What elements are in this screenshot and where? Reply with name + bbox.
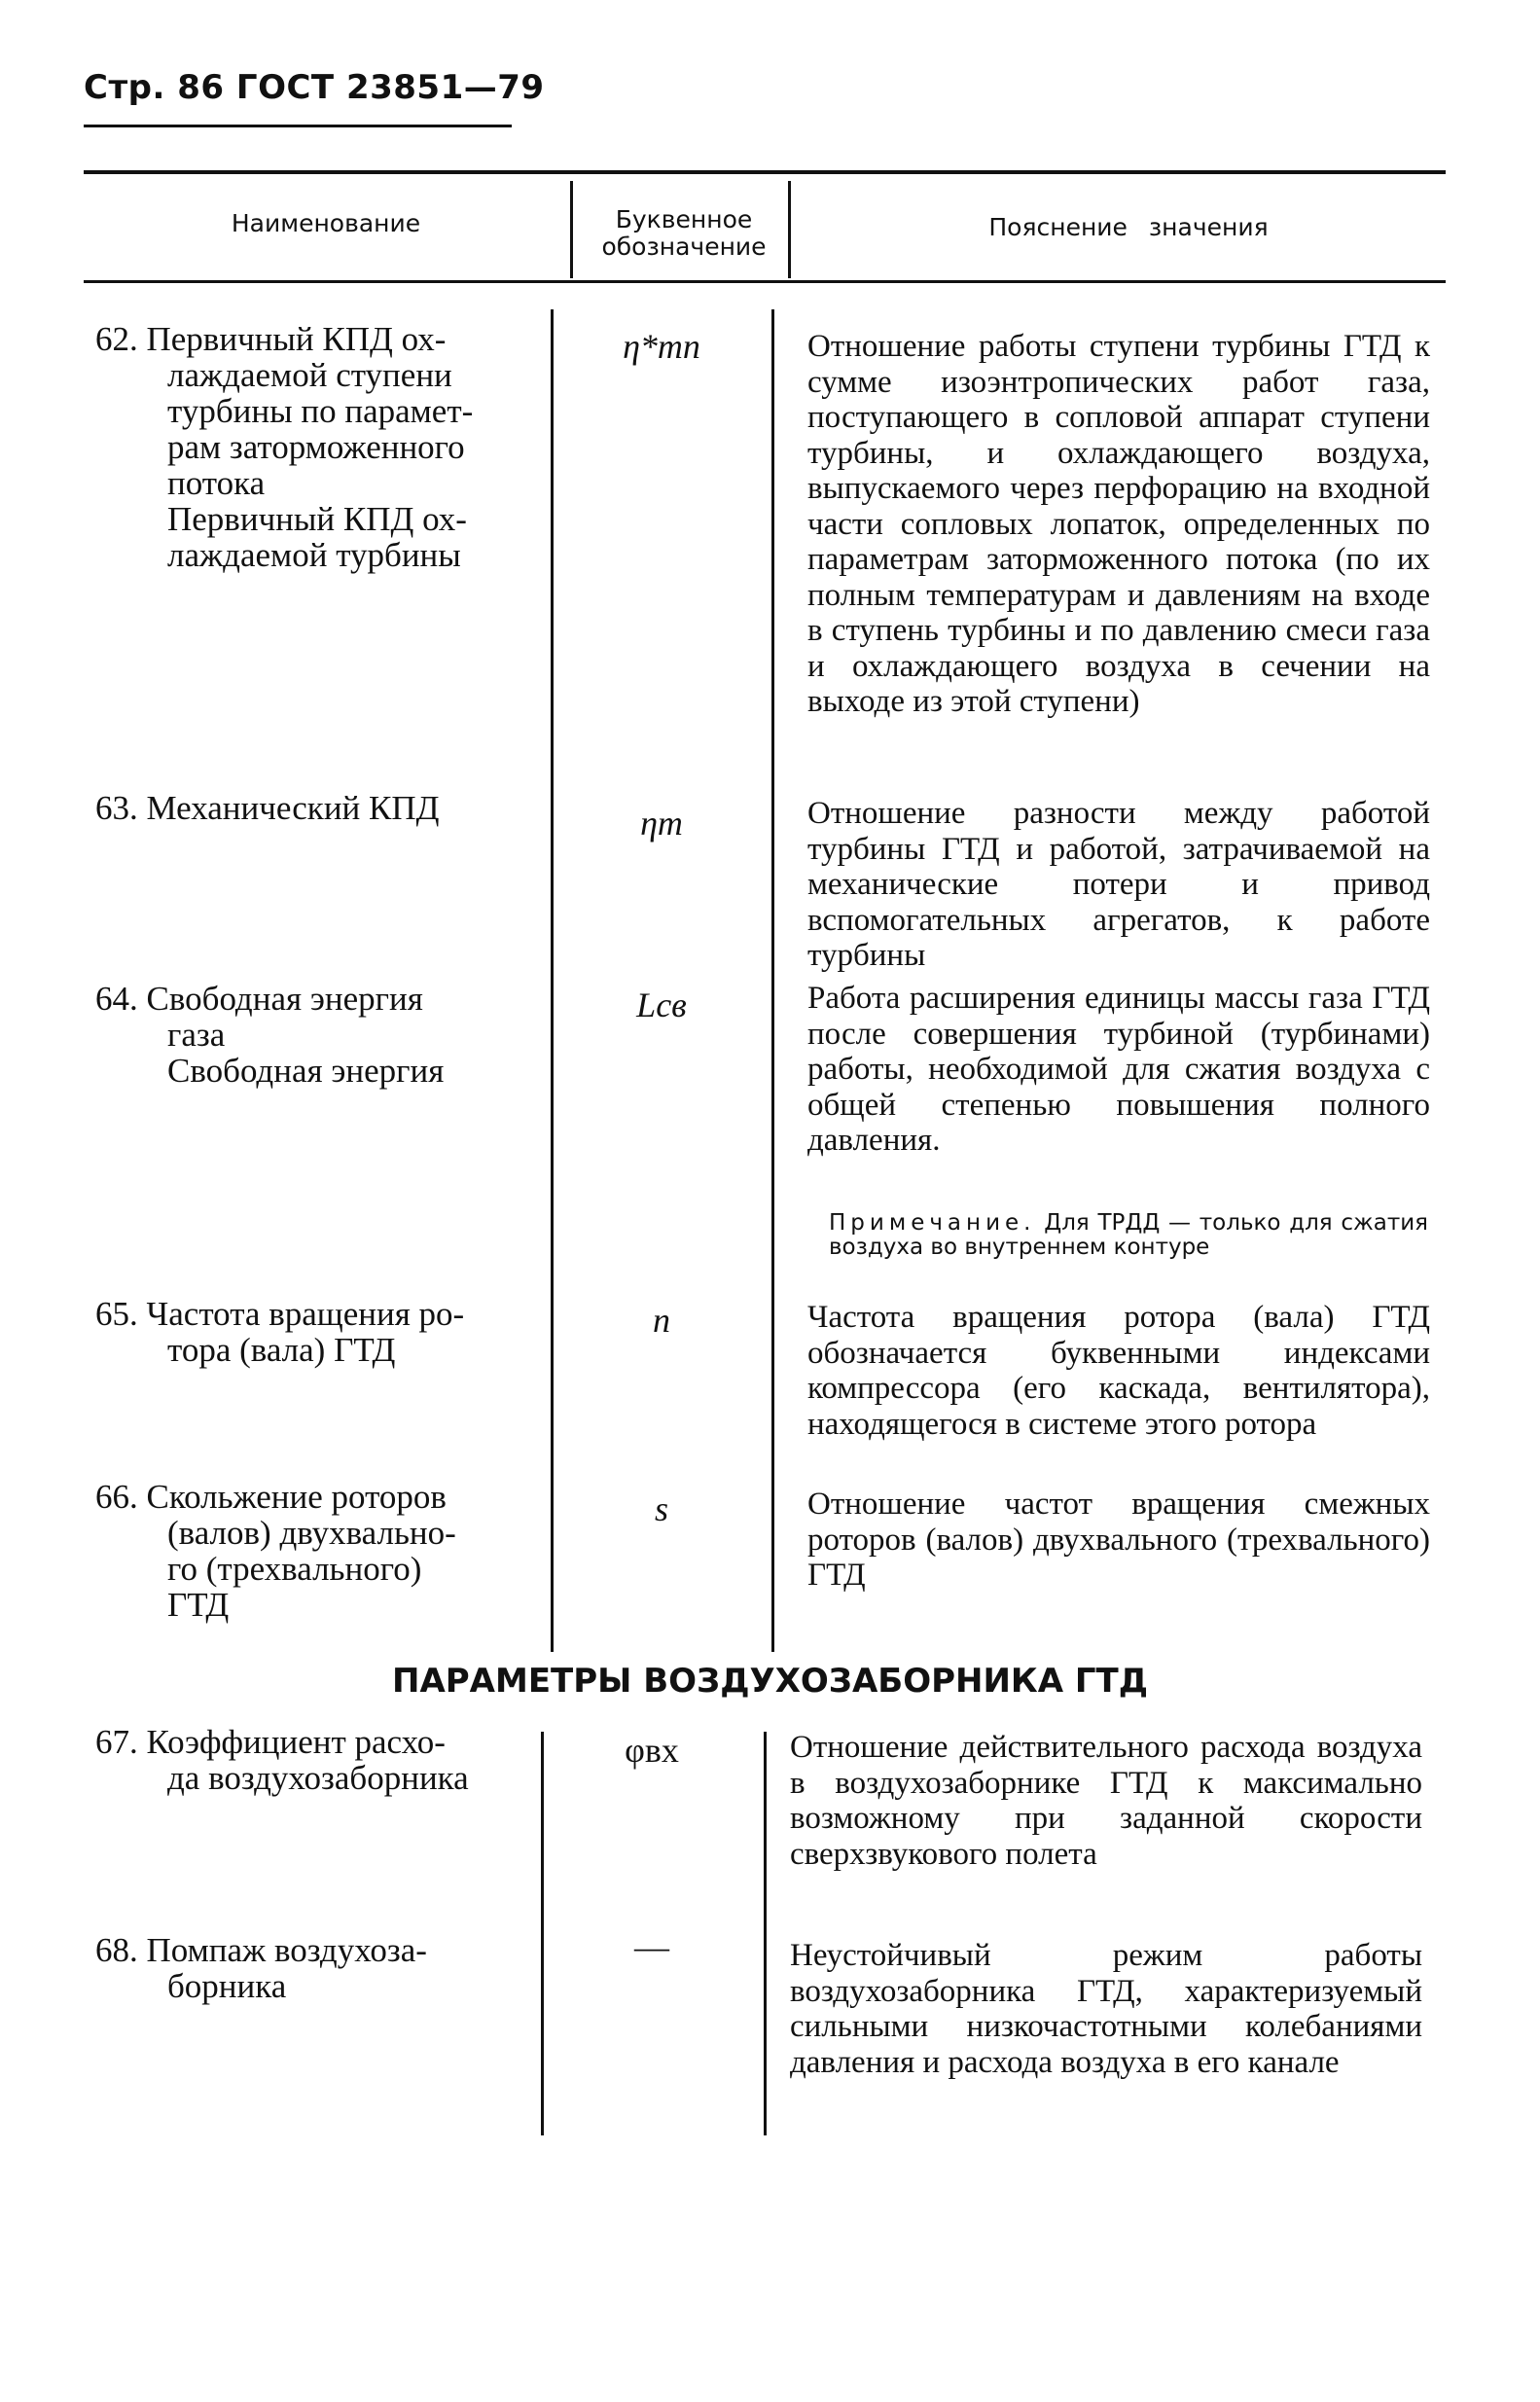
body-vline-1 [551, 309, 554, 1652]
section-title: ПАРАМЕТРЫ ВОЗДУХОЗАБОРНИКА ГТД [391, 1662, 1149, 1701]
page-header: Стр. 86 ГОСТ 23851—79 [84, 68, 545, 107]
row-63-explanation: Отношение разности между работой турбины ГТД и работой, затрачиваемой на механические потери и привод вспомогательных агрегатов, к работе турбины [807, 796, 1430, 973]
row-67-explanation: Отношение действительного расхода воздуха в воздухозаборнике ГТД к максимально возможному при заданной скорости сверхзвукового полета [790, 1730, 1422, 1872]
row-63-symbol: ηm [640, 804, 683, 842]
body2-vline-2 [764, 1732, 767, 2135]
header-underline [84, 125, 512, 127]
row-64-symbol: Lсв [636, 986, 687, 1024]
row-65-symbol: n [653, 1301, 670, 1340]
row-66-name: 66. Скольжение роторов (валов) двухвально- го (трехвального) ГТД [95, 1478, 456, 1624]
body2-vline-1 [541, 1732, 544, 2135]
row-68-name: 68. Помпаж воздухоза- борника [95, 1931, 427, 2005]
row-62-explanation: Отношение работы ступени турбины ГТД к сумме изоэнтропических работ газа, поступающего в сопловой аппарат ступени турбины, и охлаждающего воздуха, выпускаемого через перфорацию на входной части сопловых лопаток, определенных по параметрам заторможенного потока (по их полным температурам и давлениям на входе в ступень турбины и по давлению смеси газа и охлаждающего воздуха в сечении на выходе из этой ступени) [807, 329, 1430, 719]
row-62-name: 62. Первичный КПД ох- лаждаемой ступени турбины по парамет- рам заторможенного потока Первичный КПД ох- лаждаемой турбины [95, 320, 474, 574]
row-65-explanation: Частота вращения ротора (вала) ГТД обозначается буквенными индексами компрессора (его каскада, вентилятора), находящегося в системе этого ротора [807, 1300, 1430, 1442]
row-67-name: 67. Коэффициент расхо- да воздухозаборника [95, 1723, 469, 1797]
row-64-name: 64. Свободная энергия газа Свободная энергия [95, 980, 445, 1090]
row-64-note: Примечание. Для ТРДД — только для сжатия воздуха во внутреннем контуре [829, 1210, 1429, 1260]
row-65-name: 65. Частота вращения ро- тора (вала) ГТД [95, 1295, 465, 1369]
row-62-symbol: η*тп [623, 327, 700, 366]
column-header-explanation: Пояснение значения [988, 213, 1269, 241]
head-vline-1 [570, 181, 573, 278]
table-top-rule [84, 170, 1446, 174]
head-vline-2 [788, 181, 791, 278]
column-header-symbol: Буквенное обозначение [601, 205, 767, 261]
row-68-explanation: Неустойчивый режим работы воздухозаборника ГТД, характеризуемый сильными низкочастотными колебаниями давления и расхода воздуха в его канале [790, 1938, 1422, 2080]
row-68-symbol: — [634, 1927, 669, 1966]
row-66-symbol: s [654, 1489, 668, 1528]
row-67-symbol: φвх [625, 1731, 679, 1770]
table-head-rule [84, 280, 1446, 283]
body-vline-2 [771, 309, 774, 1652]
row-64-explanation: Работа расширения единицы массы газа ГТД после совершения турбиной (турбинами) работы, необходимой для сжатия воздуха с общей степенью повышения полного давления. [807, 981, 1430, 1158]
row-66-explanation: Отношение частот вращения смежных роторов (валов) двухвального (трехвального) ГТД [807, 1487, 1430, 1593]
row-63-name: 63. Механический КПД [95, 789, 440, 827]
column-header-name: Наименование [231, 209, 421, 237]
